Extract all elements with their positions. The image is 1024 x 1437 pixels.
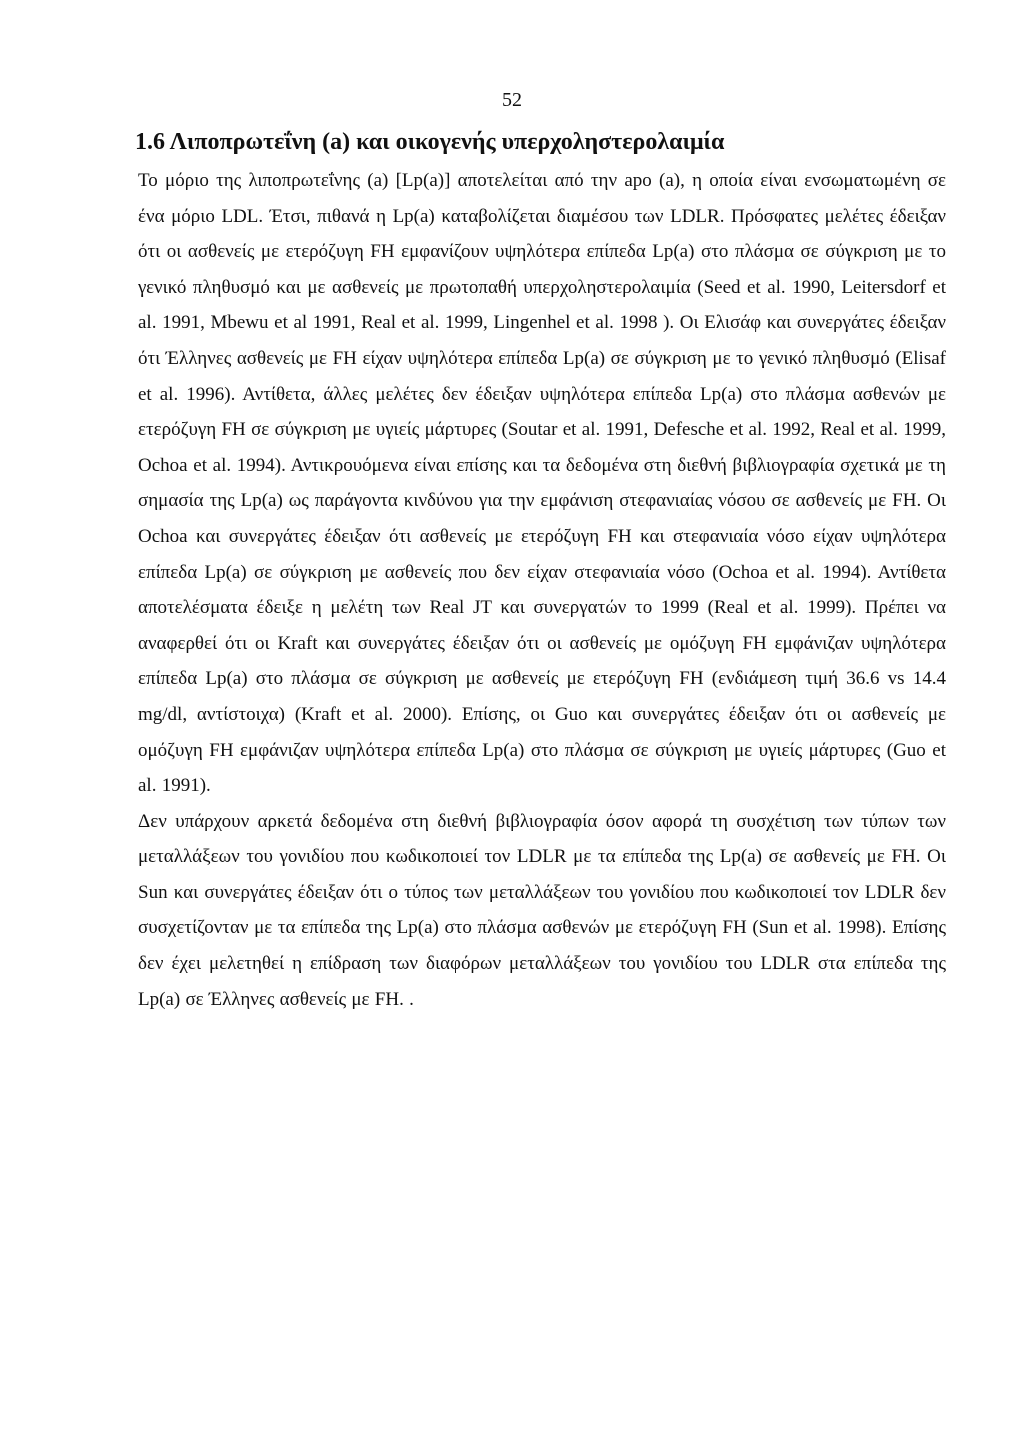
section-title: 1.6 Λιποπρωτεΐνη (a) και οικογενής υπερχοληστερολαιμία <box>135 129 725 155</box>
paragraph-ldlr-mutations: Δεν υπάρχουν αρκετά δεδομένα στη διεθνή βιβλιογραφία όσον αφορά τη συσχέτιση των τύπων των μεταλλάξεων του γονιδίου που κωδικοποιεί τον LDLR με τα επίπεδα της Lp(a) σε ασθενείς με FH. Οι Sun και συνεργάτες έδειξαν ότι ο τύπος των μεταλλάξεων του γονιδίου που κωδικοποιεί τον LDLR δεν συσχετίζονταν με τα επίπεδα της Lp(a) στο πλάσμα ασθενών με ετερόζυγη FH (Sun et al. 1998). Επίσης δεν έχει μελετηθεί η επίδραση των διαφόρων μεταλλάξεων του γονιδίου του LDLR στα επίπεδα της Lp(a) σε Έλληνες ασθενείς με FH. . <box>138 810 946 1010</box>
paragraph-lpa-studies: Το μόριο της λιποπρωτεΐνης (a) [Lp(a)] αποτελείται από την apo (a), η οποία είναι ενσωματωμένη σε ένα μόριο LDL. Έτσι, πιθανά η Lp(a) καταβολίζεται διαμέσου των LDLR. Πρόσφατες μελέτες έδειξαν ότι οι ασθενείς με ετερόζυγη FH εμφανίζουν υψηλότερα επίπεδα Lp(a) στο πλάσμα σε σύγκριση με το γενικό πληθυσμό και με ασθενείς με πρωτοπαθή υπερχοληστερολαιμία (Seed et al. 1990, Leitersdorf et al. 1991, Mbewu et al 1991, Real et al. 1999, Lingenhel et al. 1998 ). Οι Ελισάφ και συνεργάτες έδειξαν ότι Έλληνες ασθενείς με FH είχαν υψηλότερα επίπεδα Lp(a) σε σύγκριση με το γενικό πληθυσμό (Elisaf et al. 1996). Αντίθετα, άλλες μελέτες δεν έδειξαν υψηλότερα επίπεδα Lp(a) στο πλάσμα ασθενών με ετερόζυγη FH σε σύγκριση με υγιείς μάρτυρες (Soutar et al. 1991, Defesche et al. 1992, Real et al. 1999, Ochoa et al. 1994). Αντικρουόμενα είναι επίσης και τα δεδομένα στη διεθνή βιβλιογραφία σχετικά με τη σημασία της Lp(a) ως παράγοντα κινδύνου για την εμφάνιση στεφανιαίας νόσου σε ασθενείς με FH. Οι Ochoa και συνεργάτες έδειξαν ότι ασθενείς με ετερόζυγη FH και στεφανιαία νόσο είχαν υψηλότερα επίπεδα Lp(a) σε σύγκριση με ασθενείς που δεν είχαν στεφανιαία νόσο (Ochoa et al. 1994). Αντίθετα αποτελέσματα έδειξε η μελέτη των Real JT και συνεργατών το 1999 (Real et al. 1999). Πρέπει να αναφερθεί ότι οι Kraft και συνεργάτες έδειξαν ότι οι ασθενείς με ομόζυγη FH εμφάνιζαν υψηλότερα επίπεδα Lp(a) στο πλάσμα σε σύγκριση με ασθενείς με ετερόζυγη FH (ενδιάμεση τιμή 36.6 vs 14.4 mg/dl, αντίστοιχα) (Kraft et al. 2000). Επίσης, οι Guo και συνεργάτες έδειξαν ότι οι ασθενείς με ομόζυγη FH εμφάνιζαν υψηλότερα επίπεδα Lp(a) στο πλάσμα σε σύγκριση με υγιείς μάρτυρες (Guo et al. 1991). <box>138 170 946 797</box>
page-number: 52 <box>502 89 522 111</box>
document-body <box>138 163 946 1017</box>
